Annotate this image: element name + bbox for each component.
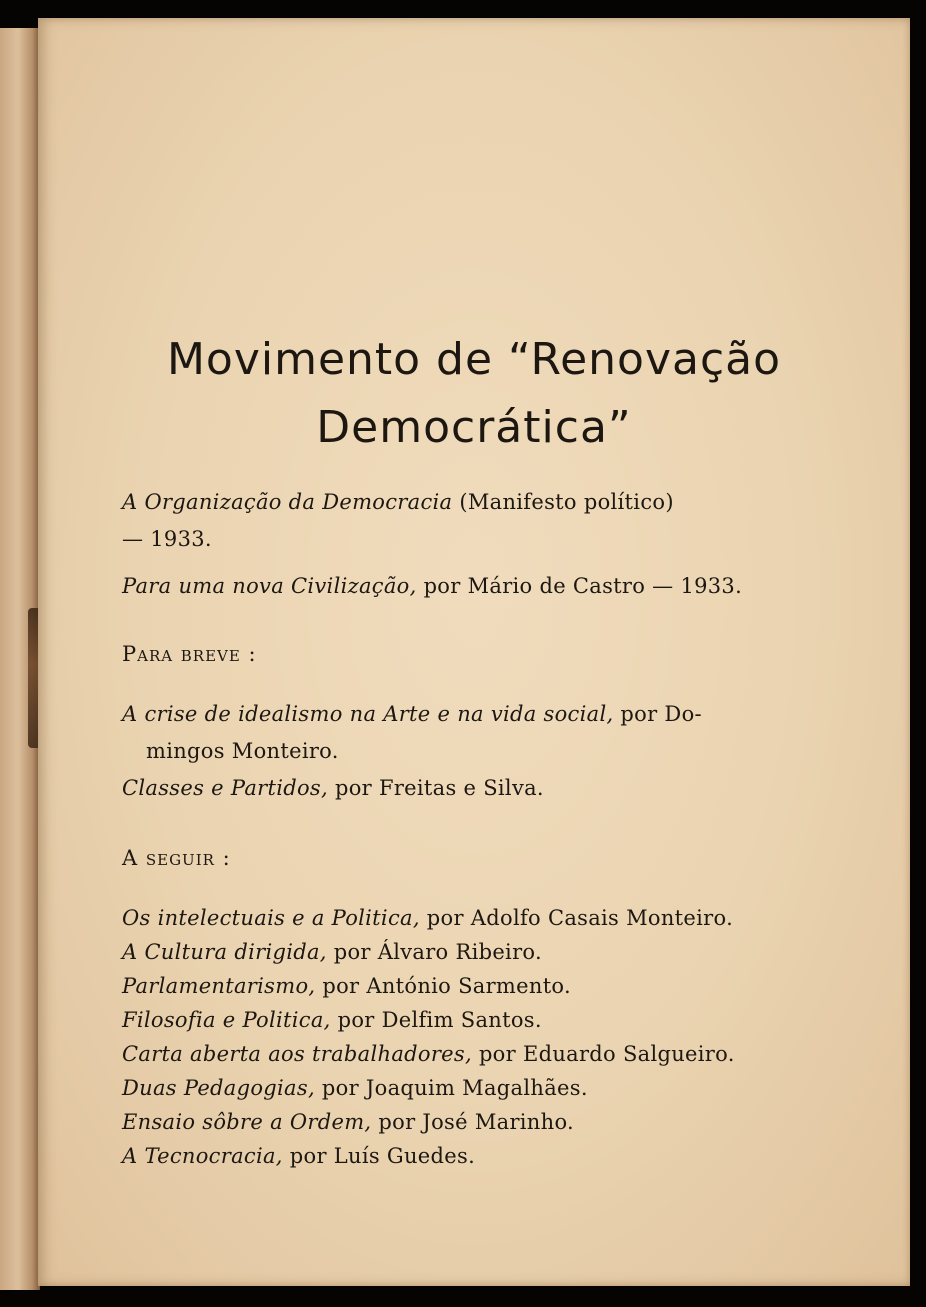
title-line-1: Movimento de “Renovação [166,334,782,385]
soon-item-continuation: mingos Monteiro. [146,739,339,763]
work-detail: por António Sarmento. [315,974,571,998]
work-title: Parlamentarismo, [122,974,316,998]
work-detail: por Freitas e Silva. [327,776,544,800]
work-title: A crise de idealismo na Arte e na vida social, [122,702,614,726]
next-item [122,1144,475,1168]
work-detail: por Joaquim Magalhães. [314,1076,588,1100]
work-detail: por José Marinho. [371,1110,574,1134]
next-item [122,1042,735,1066]
work-title: Para uma nova Civilização, [122,574,417,598]
work-detail: por Eduardo Salgueiro. [471,1042,735,1066]
work-detail: por Álvaro Ribeiro. [326,940,542,964]
work-title: Filosofia e Politica, [122,1008,331,1032]
published-item-continuation: — 1933. [122,527,212,551]
work-title: Carta aberta aos trabalhadores, [122,1042,472,1066]
work-title: Ensaio sôbre a Ordem, [122,1110,372,1134]
work-detail: por Delfim Santos. [330,1008,542,1032]
work-detail: por Do- [613,702,702,726]
work-title: A Tecnocracia, [122,1144,283,1168]
work-title: A Cultura dirigida, [122,940,327,964]
work-detail: (Manifesto político) [452,490,674,514]
book-page [38,18,910,1286]
published-item [122,490,674,514]
next-item [122,940,542,964]
work-title: Duas Pedagogias, [122,1076,315,1100]
title-line-2: Democrática” [316,402,632,453]
section-heading-next: A seguir : [122,846,231,870]
next-item [122,906,733,930]
published-item [122,574,742,598]
work-detail: por Adolfo Casais Monteiro. [419,906,734,930]
section-heading-soon: Para breve : [122,642,257,666]
next-item [122,974,571,998]
next-item [122,1008,542,1032]
soon-item [122,776,544,800]
work-detail: por Luís Guedes. [282,1144,476,1168]
work-title: A Organização da Democracia [122,490,453,514]
next-item [122,1110,574,1134]
work-title: Os intelectuais e a Politica, [122,906,420,930]
book-spine-edge [0,28,40,1290]
work-title: Classes e Partidos, [122,776,328,800]
work-detail: por Mário de Castro — 1933. [416,574,743,598]
soon-item [122,702,702,726]
next-item [122,1076,588,1100]
